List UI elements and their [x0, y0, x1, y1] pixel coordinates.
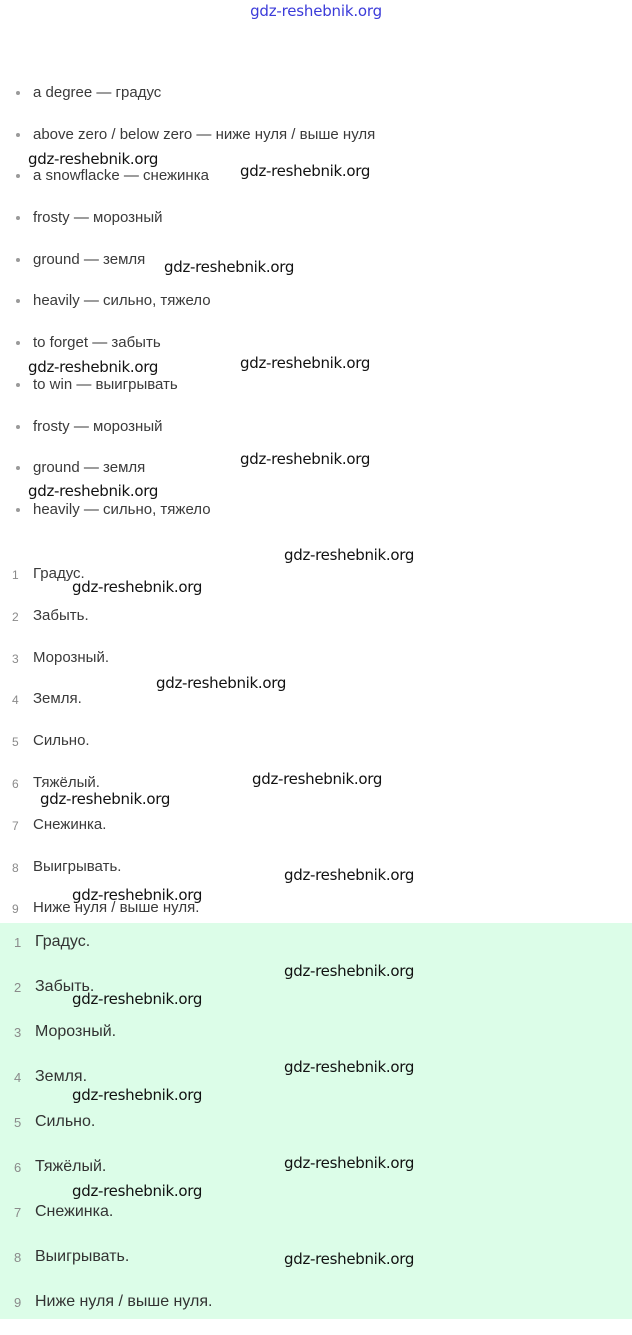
- watermark-text: gdz-reshebnik.org: [40, 790, 171, 808]
- item-number: 9: [14, 1295, 22, 1310]
- watermark-text: gdz-reshebnik.org: [284, 866, 415, 884]
- bullet-dot-icon: [16, 133, 20, 137]
- item-number: 4: [12, 693, 19, 708]
- list-item: [0, 814, 632, 856]
- item-number: 8: [12, 860, 19, 875]
- item-text: Градус.: [35, 933, 91, 950]
- vocabulary-text: frosty — морозный: [33, 417, 163, 435]
- vocabulary-text: a snowflacke — снежинка: [33, 167, 209, 185]
- list-item: [0, 1200, 632, 1245]
- item-number: 3: [12, 651, 19, 666]
- item-number: 6: [14, 1160, 22, 1175]
- item-text: Выигрывать.: [35, 1248, 130, 1265]
- item-number: 8: [14, 1250, 22, 1265]
- watermark-text: gdz-reshebnik.org: [240, 162, 371, 180]
- item-number: 5: [14, 1115, 22, 1130]
- item-text: Сильно.: [35, 1113, 96, 1130]
- list-item: [0, 647, 632, 689]
- item-number: 7: [14, 1205, 22, 1220]
- bullet-dot-icon: [16, 258, 20, 262]
- watermark-text: gdz-reshebnik.org: [252, 770, 383, 788]
- item-number: 7: [12, 818, 19, 833]
- watermark-text: gdz-reshebnik.org: [240, 450, 371, 468]
- item-number: 2: [12, 609, 19, 624]
- item-text: Снежинка.: [35, 1203, 114, 1220]
- vocabulary-text: above zero / below zero — ниже нуля / выше нуля: [33, 125, 376, 143]
- vocabulary-text: heavily — сильно, тяжело: [33, 292, 211, 310]
- bullet-dot-icon: [16, 466, 20, 470]
- item-text: Ниже нуля / выше нуля.: [35, 1293, 213, 1310]
- item-text: Ниже нуля / выше нуля.: [33, 899, 200, 917]
- item-text: Земля.: [35, 1068, 88, 1085]
- list-item: [0, 499, 632, 541]
- item-text: Тяжёлый.: [33, 773, 100, 791]
- item-number: 3: [14, 1025, 22, 1040]
- list-item: [0, 290, 632, 332]
- item-text: Выигрывать.: [33, 857, 122, 875]
- item-number: 5: [12, 735, 19, 750]
- item-number: 2: [14, 980, 22, 995]
- vocabulary-text: heavily — сильно, тяжело: [33, 500, 211, 518]
- item-text: Земля.: [33, 690, 82, 708]
- item-text: Сильно.: [33, 732, 90, 750]
- vocabulary-text: to forget — забыть: [33, 334, 161, 352]
- item-text: Забыть.: [35, 978, 95, 995]
- watermark-text: gdz-reshebnik.org: [72, 990, 203, 1008]
- vocabulary-text: to win — выигрывать: [33, 375, 178, 393]
- watermark-text: gdz-reshebnik.org: [284, 962, 415, 980]
- item-text: Забыть.: [33, 606, 89, 624]
- watermark-text: gdz-reshebnik.org: [28, 150, 159, 168]
- list-item: [0, 730, 632, 772]
- item-number: 9: [12, 902, 19, 917]
- bullet-dot-icon: [16, 299, 20, 303]
- watermark-text: gdz-reshebnik.org: [28, 482, 159, 500]
- list-item: [0, 374, 632, 416]
- list-item: [0, 249, 632, 291]
- vocabulary-text: frosty — морозный: [33, 209, 163, 227]
- item-text: Снежинка.: [33, 815, 107, 833]
- vocabulary-text: ground — земля: [33, 250, 146, 268]
- watermark-text: gdz-reshebnik.org: [72, 578, 203, 596]
- item-text: Тяжёлый.: [35, 1158, 107, 1175]
- watermark-text: gdz-reshebnik.org: [72, 1182, 203, 1200]
- item-text: Морозный.: [33, 648, 110, 666]
- item-number: 1: [14, 935, 22, 950]
- site-logo[interactable]: gdz-reshebnik.org: [250, 2, 382, 20]
- watermark-text: gdz-reshebnik.org: [284, 546, 415, 564]
- bullet-dot-icon: [16, 91, 20, 95]
- item-text: Морозный.: [35, 1023, 117, 1040]
- bullet-dot-icon: [16, 216, 20, 220]
- bullet-dot-icon: [16, 174, 20, 178]
- item-text: Градус.: [33, 565, 85, 582]
- watermark-text: gdz-reshebnik.org: [72, 886, 203, 904]
- item-number: 4: [14, 1070, 22, 1085]
- answer-list: [0, 923, 632, 1335]
- item-number: 1: [12, 568, 19, 582]
- watermark-text: gdz-reshebnik.org: [164, 258, 295, 276]
- vocabulary-text: ground — земля: [33, 459, 146, 477]
- list-item: [0, 207, 632, 249]
- item-number: 6: [12, 776, 19, 791]
- watermark-text: gdz-reshebnik.org: [240, 354, 371, 372]
- bullet-dot-icon: [16, 383, 20, 387]
- watermark-text: gdz-reshebnik.org: [156, 674, 287, 692]
- watermark-text: gdz-reshebnik.org: [28, 358, 159, 376]
- watermark-text: gdz-reshebnik.org: [284, 1058, 415, 1076]
- list-item: [0, 688, 632, 730]
- watermark-text: gdz-reshebnik.org: [284, 1154, 415, 1172]
- list-item: [0, 1290, 632, 1335]
- vocabulary-text: a degree — градус: [33, 84, 162, 101]
- watermark-text: gdz-reshebnik.org: [284, 1250, 415, 1268]
- list-item: [0, 605, 632, 647]
- watermark-text: gdz-reshebnik.org: [72, 1086, 203, 1104]
- list-item: [0, 1110, 632, 1155]
- list-item: [0, 82, 632, 124]
- bullet-dot-icon: [16, 425, 20, 429]
- bullet-dot-icon: [16, 341, 20, 345]
- bullet-dot-icon: [16, 508, 20, 512]
